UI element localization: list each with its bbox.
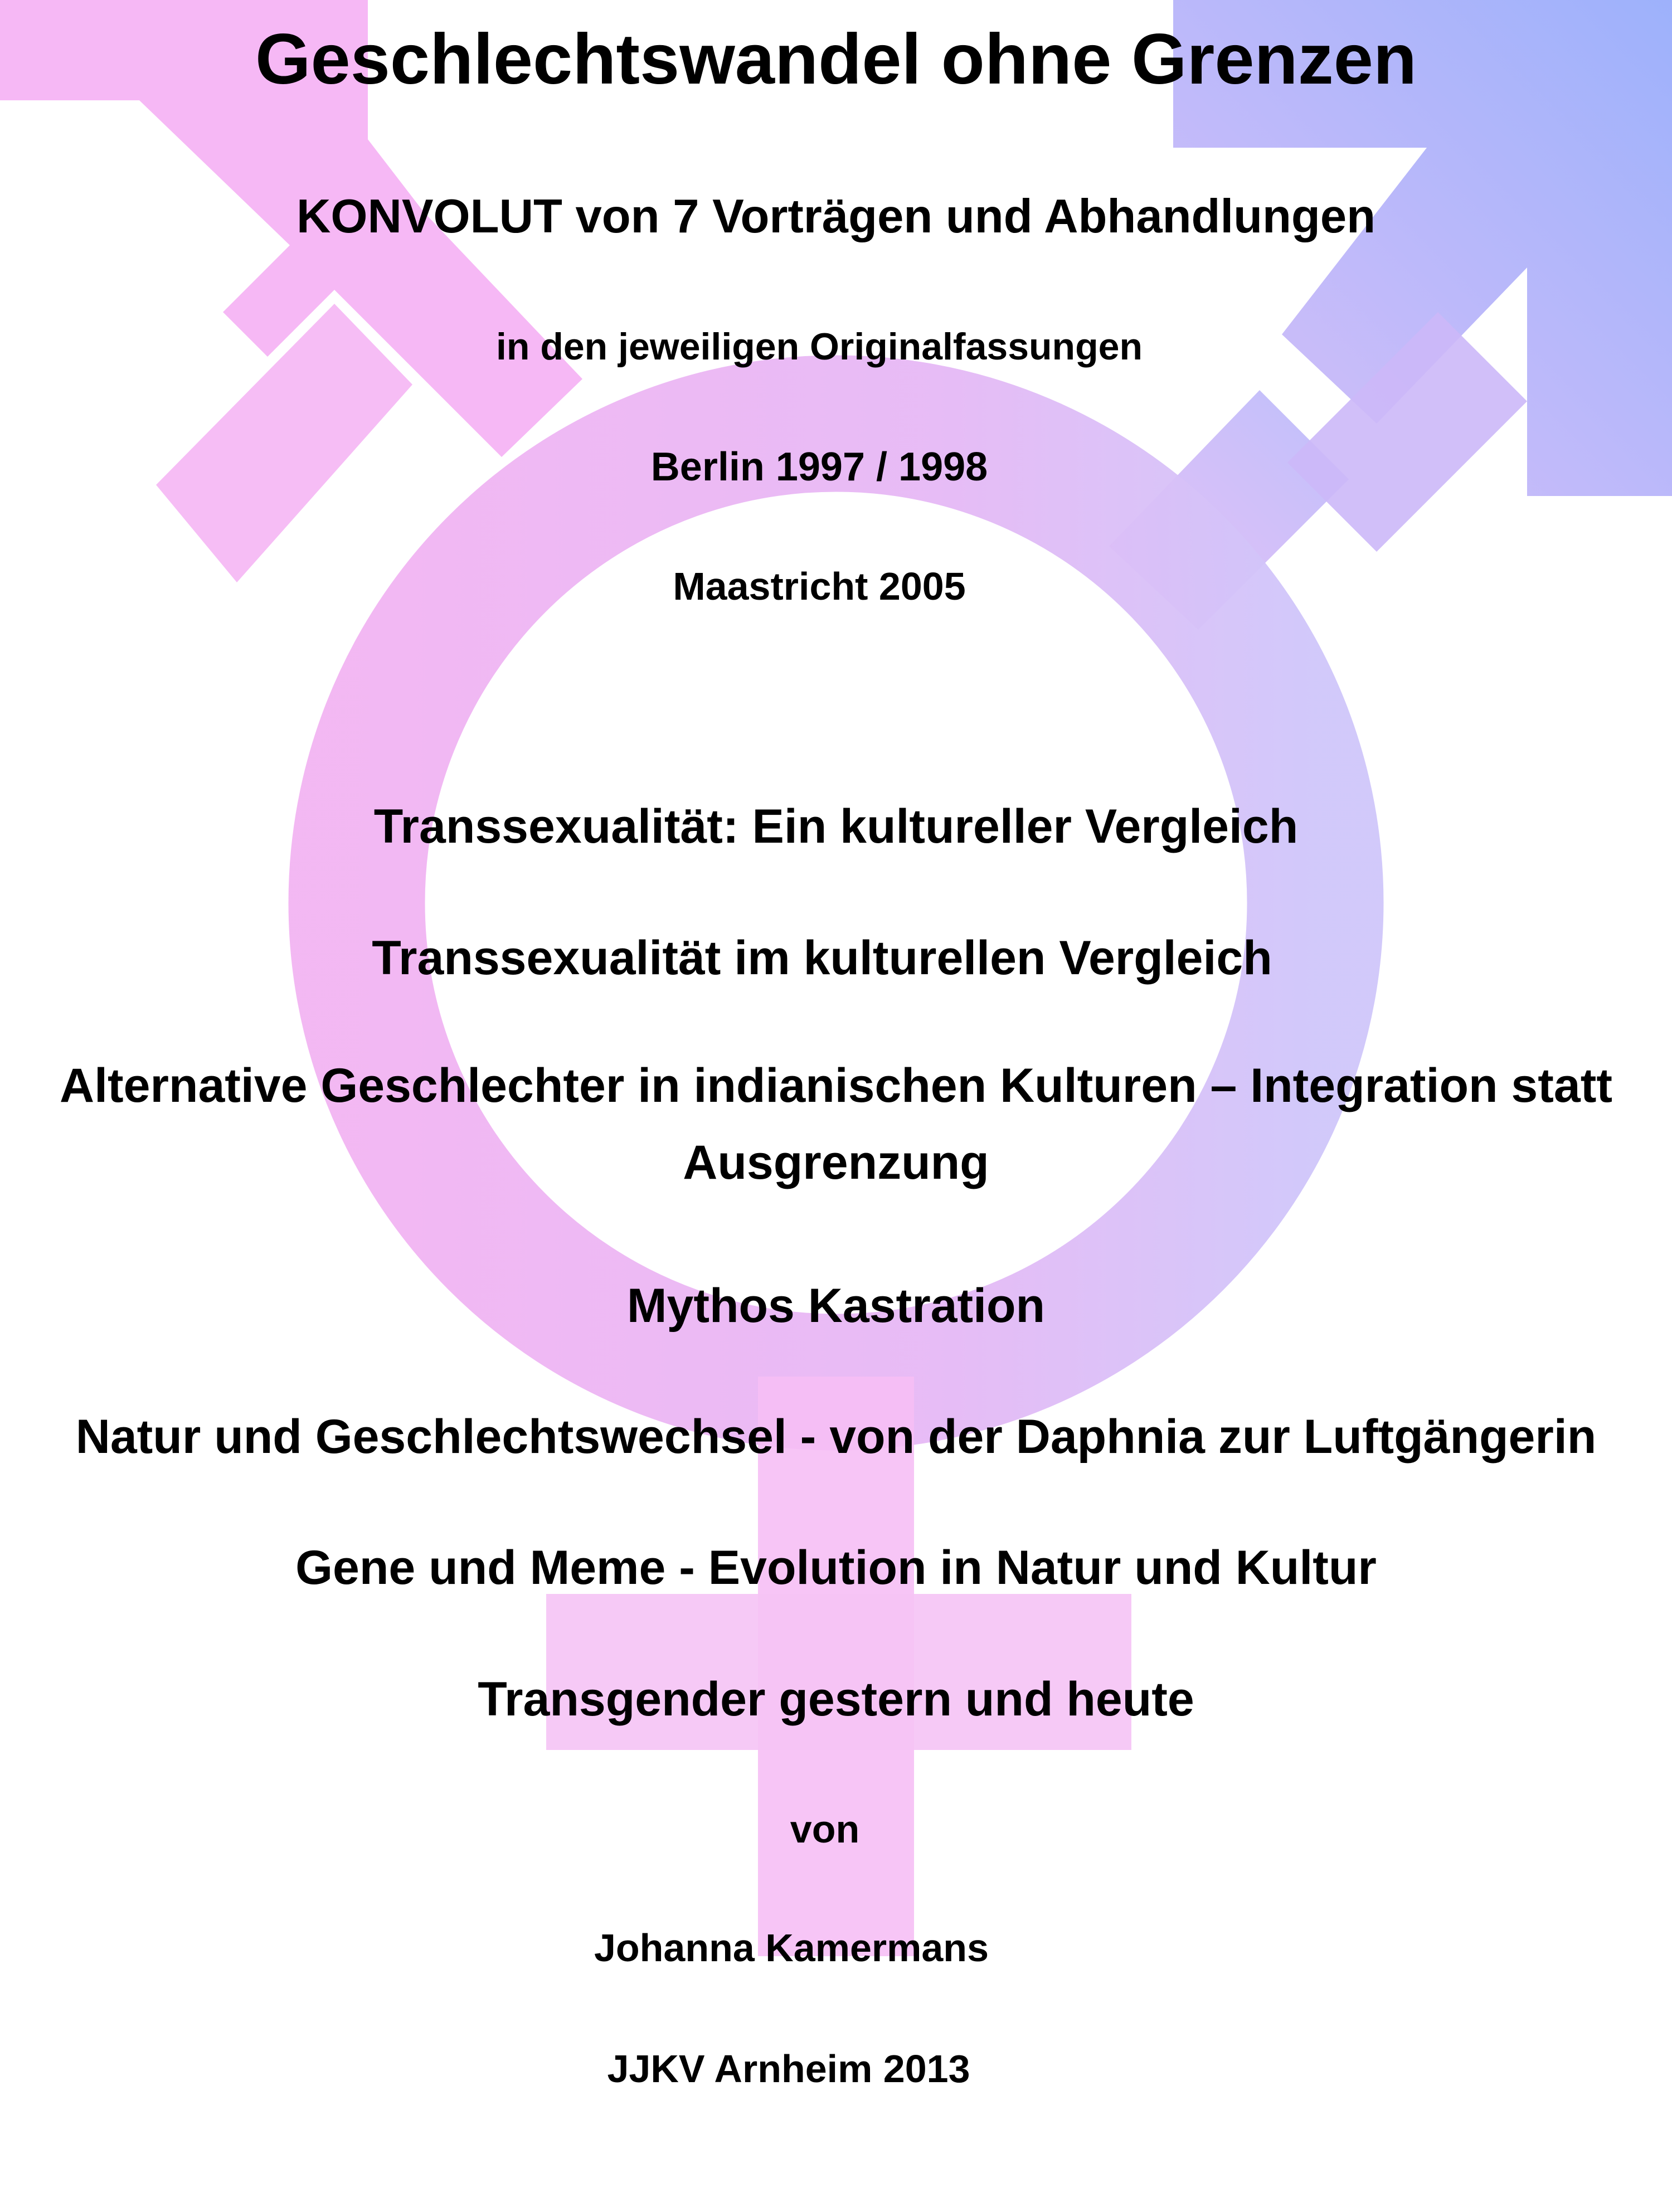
contents-item: Transsexualität im kulturellen Vergleich: [372, 931, 1272, 985]
page-title: Geschlechtswandel ohne Grenzen: [255, 20, 1417, 99]
contents-item: Transsexualität: Ein kultureller Vergleich: [373, 800, 1299, 853]
contents-item: Transgender gestern und heute: [478, 1673, 1194, 1726]
contents-item: Natur und Geschlechtswechsel - von der Daphnia zur Luftgängerin: [75, 1410, 1597, 1464]
versions-note: in den jeweiligen Originalfassungen: [496, 325, 1143, 368]
contents-item: Gene und Meme - Evolution in Natur und Kultur: [295, 1541, 1377, 1594]
by-label: von: [790, 1807, 860, 1851]
contents-item: Mythos Kastration: [626, 1279, 1046, 1333]
author-name: Johanna Kamermans: [594, 1926, 989, 1970]
subtitle: KONVOLUT von 7 Vorträgen und Abhandlungen: [296, 190, 1376, 243]
contents-item: Alternative Geschlechter in indianischen Kulturen – Integration statt Ausgrenzung: [59, 1059, 1612, 1189]
place-year-berlin: Berlin 1997 / 1998: [650, 445, 988, 489]
place-year-maastricht: Maastricht 2005: [673, 565, 966, 608]
publisher-line: JJKV Arnheim 2013: [607, 2047, 970, 2091]
